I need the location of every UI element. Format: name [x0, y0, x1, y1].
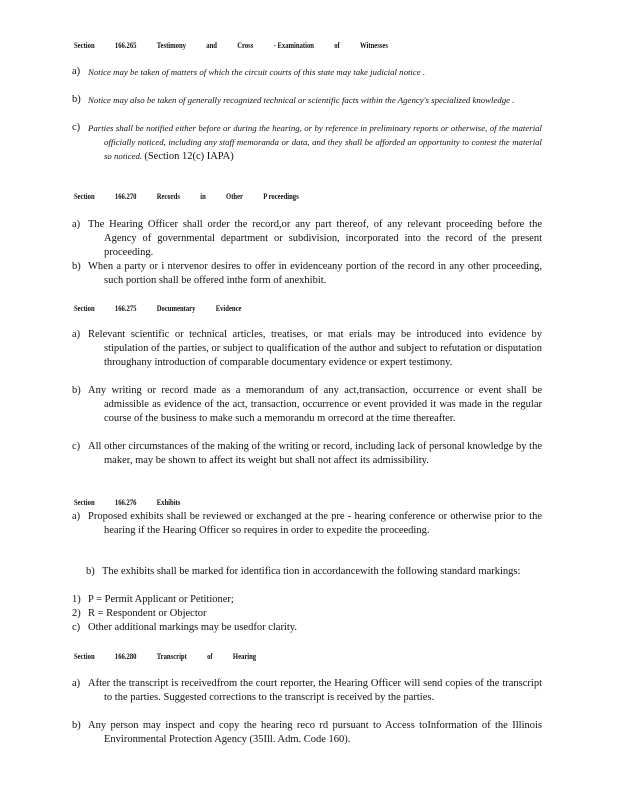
- citation: (Section 12(c) IAPA): [144, 151, 234, 162]
- item-label: b): [72, 720, 81, 731]
- item-text: After the transcript is receivedfrom the court reporter, the Hearing Officer will send copies of the transcript to the parties. Suggested corrections to the transcript is received by the parties.: [88, 678, 542, 703]
- heading-word: in: [200, 191, 206, 201]
- item-label: a): [72, 219, 81, 230]
- item-text: R = Respondent or Objector: [88, 608, 207, 619]
- item-label: a): [72, 511, 81, 522]
- heading-word: Exhibits: [156, 497, 181, 507]
- heading-word: of: [334, 40, 340, 50]
- paragraph-166-270-a: [72, 218, 542, 260]
- item-text: Other additional markings may be usedfor clarity.: [88, 622, 297, 633]
- heading-word: Section: [74, 191, 95, 201]
- heading-word: Hearing: [232, 651, 257, 661]
- heading-word: and: [206, 40, 217, 50]
- paragraph-166-265-c: [72, 121, 542, 164]
- heading-word: Other: [226, 191, 243, 201]
- item-label: b): [86, 566, 95, 577]
- heading-word: - Examination: [273, 40, 314, 50]
- paragraph-166-276-a: [72, 510, 542, 538]
- paragraph-166-265-b: [72, 93, 542, 107]
- list-item-1: [72, 593, 542, 607]
- item-label: c): [72, 622, 81, 633]
- section-heading-166-265: [74, 40, 408, 50]
- item-label: a): [72, 66, 81, 77]
- heading-word: 166.270: [114, 191, 137, 201]
- heading-word: 166.275: [114, 303, 137, 313]
- heading-word: Documentary: [156, 303, 196, 313]
- paragraph-166-280-a: [72, 677, 542, 705]
- section-heading-166-280: [74, 651, 276, 661]
- item-label: a): [72, 329, 81, 340]
- heading-word: 166.265: [114, 40, 137, 50]
- item-text: P = Permit Applicant or Petitioner;: [88, 594, 234, 605]
- item-label: 1): [72, 594, 81, 605]
- paragraph-166-275-c: [72, 440, 542, 468]
- paragraph-166-265-a: [72, 65, 542, 79]
- item-text: Notice may also be taken of generally recognized technical or scientific facts within the Agency's specialized knowledge .: [88, 95, 515, 105]
- heading-word: 166.276: [114, 497, 137, 507]
- heading-word: Section: [74, 497, 95, 507]
- heading-word: of: [207, 651, 213, 661]
- item-label: a): [72, 678, 81, 689]
- paragraph-166-280-b: [72, 719, 542, 747]
- heading-word: Records: [156, 191, 180, 201]
- section-heading-166-276: [74, 497, 201, 507]
- heading-word: Evidence: [215, 303, 242, 313]
- item-text: All other circumstances of the making of the writing or record, including lack of personal knowledge by the maker, may be shown to affect its weight but shall not affect its admissibility.: [88, 441, 542, 466]
- heading-word: P roceedings: [263, 191, 299, 201]
- heading-word: Section: [74, 303, 95, 313]
- paragraph-166-275-a: [72, 328, 542, 370]
- item-text: When a party or i ntervenor desires to offer in evidenceany portion of the record in any other proceeding, such portion shall be offered inthe form of anexhibit.: [88, 261, 542, 286]
- item-text: Relevant scientific or technical articles, treatises, or mat erials may be introduced into evidence by stipulation of the parties, or subject to qualification of the author and subject to refutation or disputation throughany introduction of comparable documentary evidence or expert testimony.: [88, 329, 542, 368]
- heading-word: Transcript: [156, 651, 187, 661]
- item-label: b): [72, 385, 81, 396]
- item-label: 2): [72, 608, 81, 619]
- list-item-2: [72, 607, 542, 621]
- paragraph-166-276-c: [72, 621, 542, 635]
- heading-word: Testimony: [156, 40, 186, 50]
- paragraph-166-276-b: [86, 565, 542, 579]
- paragraph-166-270-b: [72, 260, 542, 288]
- heading-word: 166.280: [114, 651, 137, 661]
- section-heading-166-270: [74, 191, 319, 201]
- paragraph-166-275-b: [72, 384, 542, 426]
- item-text: Proposed exhibits shall be reviewed or exchanged at the pre - hearing conference or otherwise prior to the hearing if the Hearing Officer so requires in order to expedite the proceeding.: [88, 511, 542, 536]
- item-text: Any writing or record made as a memorandum of any act,transaction, occurrence or event shall be admissible as evidence of the act, transaction, occurrence or event provided it was made in the regular course of the business to make such a memorandu m orrecord at the time thereafter.: [88, 385, 542, 424]
- item-label: c): [72, 122, 81, 133]
- item-text: The exhibits shall be marked for identifica tion in accordancewith the following standard markings:: [102, 566, 521, 577]
- item-text: Parties shall be notified either before or during the hearing, or by reference in preliminary reports or otherwise, of the material officially noticed, including any staff memoranda or data, and they shall be afforded an opportunity to contest the material so noticed.: [88, 123, 542, 161]
- heading-word: Section: [74, 40, 95, 50]
- item-label: b): [72, 261, 81, 272]
- item-label: b): [72, 94, 81, 105]
- item-label: c): [72, 441, 81, 452]
- heading-word: Section: [74, 651, 95, 661]
- section-heading-166-275: [74, 303, 262, 313]
- item-text: Any person may inspect and copy the hearing reco rd pursuant to Access toInformation of the Illinois Environmental Protection Agency (35Ill. Adm. Code 160).: [88, 720, 542, 745]
- item-text: The Hearing Officer shall order the record,or any part thereof, of any relevant proceeding before the Agency of governmental department or subdivision, incorporated into the record of the present proceeding.: [88, 219, 542, 258]
- item-text: Notice may be taken of matters of which the circuit courts of this state may take judicial notice .: [88, 67, 426, 77]
- heading-word: Cross: [237, 40, 254, 50]
- heading-word: Witnesses: [360, 40, 388, 50]
